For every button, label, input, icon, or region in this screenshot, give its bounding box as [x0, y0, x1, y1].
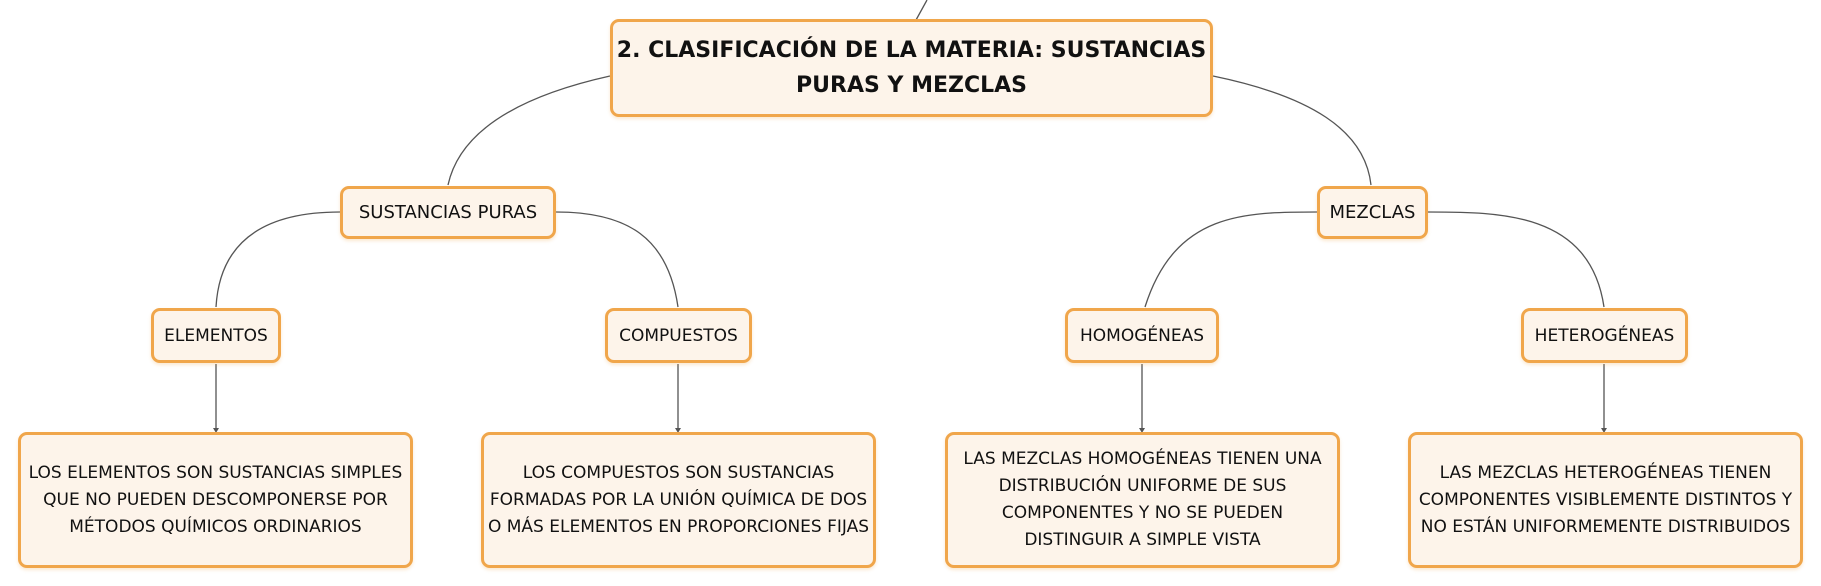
connector-root-to-mixtures — [1213, 76, 1371, 185]
elements-description-node[interactable] — [18, 432, 413, 568]
mixtures-label: MEZCLAS — [1329, 202, 1416, 223]
elements-description-line-3: MÉTODOS QUÍMICOS ORDINARIOS — [69, 516, 362, 537]
heterogeneous-label: HETEROGÉNEAS — [1534, 325, 1675, 346]
homogeneous-description-node[interactable] — [945, 432, 1340, 568]
connector-root-to-pure — [448, 76, 610, 185]
connector-parent-to-root — [916, 0, 927, 20]
heterogeneous-description-line-3: NO ESTÁN UNIFORMEMENTE DISTRIBUIDOS — [1420, 516, 1791, 537]
homogeneous-description-line-4: DISTINGUIR A SIMPLE VISTA — [1024, 530, 1261, 550]
pure-substances-node[interactable] — [340, 186, 556, 239]
connector-mixtures-to-heterogeneous — [1428, 212, 1604, 307]
heterogeneous-description-line-1: LAS MEZCLAS HETEROGÉNEAS TIENEN — [1439, 462, 1772, 483]
mixtures-node[interactable] — [1317, 186, 1428, 239]
homogeneous-description-line-1: LAS MEZCLAS HOMOGÉNEAS TIENEN UNA — [963, 449, 1322, 469]
root-topic-node[interactable] — [610, 19, 1213, 117]
connector-pure-to-compounds — [556, 212, 678, 307]
elements-description-line-2: QUE NO PUEDEN DESCOMPONERSE POR — [43, 489, 388, 510]
homogeneous-node[interactable] — [1065, 308, 1219, 363]
compounds-description-line-2: FORMADAS POR LA UNIÓN QUÍMICA DE DOS — [489, 489, 868, 510]
heterogeneous-node[interactable] — [1521, 308, 1688, 363]
elements-node[interactable] — [151, 308, 281, 363]
homogeneous-description-line-3: COMPONENTES Y NO SE PUEDEN — [1001, 503, 1284, 523]
elements-label: ELEMENTOS — [164, 325, 268, 346]
heterogeneous-description-node[interactable] — [1408, 432, 1803, 568]
compounds-node[interactable] — [605, 308, 752, 363]
compounds-description-node[interactable] — [481, 432, 876, 568]
homogeneous-description-line-2: DISTRIBUCIÓN UNIFORME DE SUS — [998, 476, 1287, 496]
root-topic-line-1: 2. CLASIFICACIÓN DE LA MATERIA: SUSTANCIAS — [616, 38, 1207, 63]
elements-description-line-1: LOS ELEMENTOS SON SUSTANCIAS SIMPLES — [28, 462, 403, 483]
homogeneous-label: HOMOGÉNEAS — [1079, 325, 1204, 346]
compounds-description-line-3: O MÁS ELEMENTOS EN PROPORCIONES FIJAS — [487, 516, 870, 537]
compounds-label: COMPUESTOS — [619, 325, 738, 346]
heterogeneous-description-line-2: COMPONENTES VISIBLEMENTE DISTINTOS Y — [1418, 489, 1793, 510]
root-topic-line-2: PURAS Y MEZCLAS — [796, 73, 1027, 98]
connector-mixtures-to-homogeneous — [1145, 212, 1317, 307]
pure-substances-label: SUSTANCIAS PURAS — [358, 202, 538, 223]
connector-pure-to-elements — [216, 212, 340, 307]
compounds-description-line-1: LOS COMPUESTOS SON SUSTANCIAS — [522, 462, 835, 483]
